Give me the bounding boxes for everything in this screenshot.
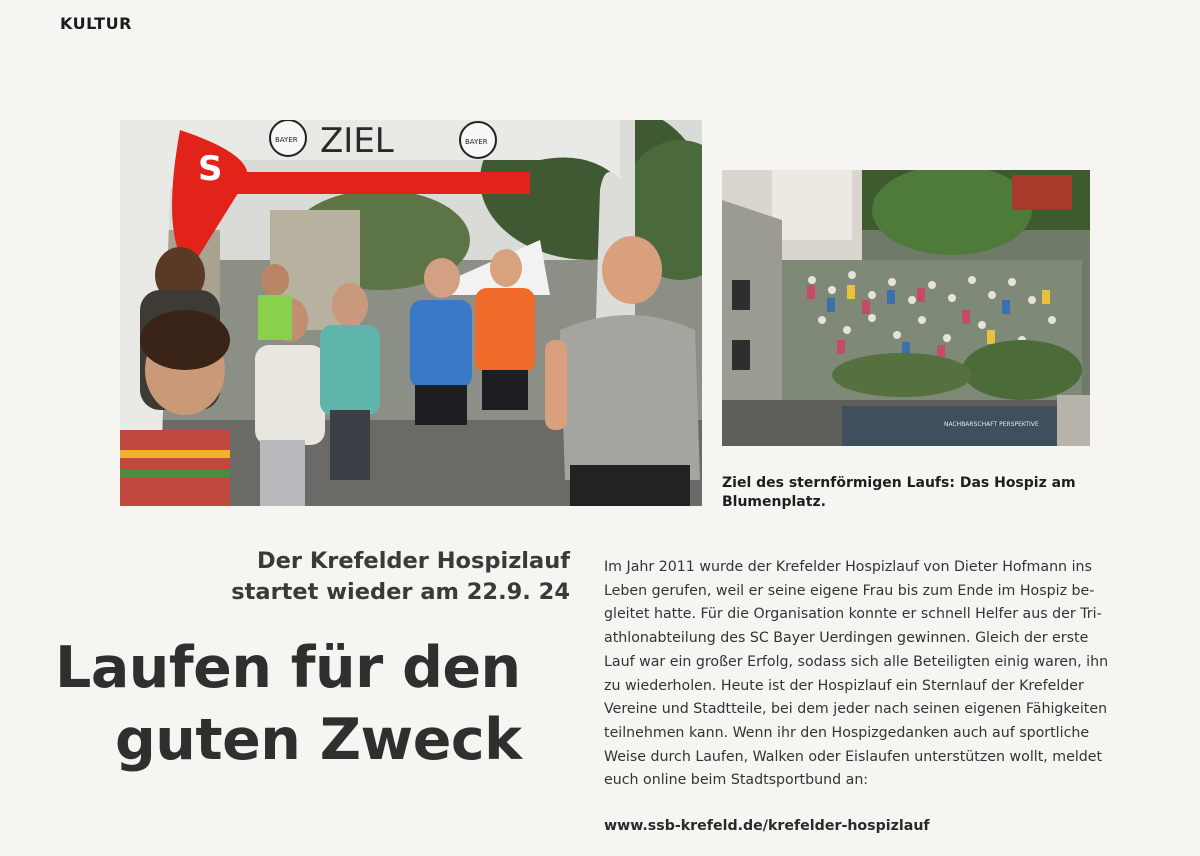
- headline-line: Laufen für den: [55, 635, 521, 701]
- bayer-logo-right: BAYER: [465, 138, 488, 146]
- registration-link[interactable]: www.ssb-krefeld.de/krefelder-hospizlauf: [604, 818, 930, 834]
- article-line: Lauf war ein großer Erfolg, sodass sich alle Beteiligten einig waren, ihn: [604, 653, 1109, 670]
- article-body: [604, 556, 1118, 793]
- garden-sign-text: NACHBARSCHAFT PERSPEKTIVE: [944, 421, 1039, 428]
- article-line: zu wiederholen. Heute ist der Hospizlauf ein Sternlauf der Krefelder: [604, 677, 1084, 694]
- kicker-line: Der Krefelder Hospizlauf: [256, 548, 570, 574]
- article-line: gleitet hatte. Für die Organisation konnte er schnell Helfer aus der Tri-: [604, 606, 1102, 623]
- article-line: athlonabteilung des SC Bayer Uerdingen gewinnen. Gleich der erste: [604, 630, 1089, 647]
- hospice-garden-photo: [722, 170, 1090, 446]
- kicker-subheadline: [150, 546, 570, 608]
- caption-line: Blumenplatz.: [722, 494, 826, 510]
- article-line: euch online beim Stadtsportbund an:: [604, 772, 869, 789]
- article-line: teilnehmen kann. Wenn ihr den Hospizgedanken auch auf sportliche: [604, 724, 1090, 741]
- headline: [55, 632, 615, 776]
- kicker-line: startet wieder am 22.9. 24: [231, 579, 570, 605]
- caption-line: Ziel des sternförmigen Laufs: Das Hospiz am: [722, 475, 1076, 491]
- headline-line: guten Zweck: [115, 707, 522, 773]
- article-line: Leben gerufen, weil er seine eigene Frau bis zum Ende im Hospiz be-: [604, 582, 1095, 599]
- section-label: KULTUR: [60, 14, 132, 33]
- photo-caption: [722, 474, 1102, 512]
- article-line: Im Jahr 2011 wurde der Krefelder Hospizlauf von Dieter Hofmann ins: [604, 559, 1092, 575]
- finish-line-photo: [120, 120, 702, 506]
- article-line: Weise durch Laufen, Walken oder Eislaufen unterstützen wollt, meldet: [604, 748, 1103, 765]
- ziel-arch-text: ZIEL: [320, 121, 394, 161]
- bayer-logo-left: BAYER: [275, 136, 298, 144]
- article-line: Vereine und Stadtteile, bei dem jeder nach seinen eigenen Fähigkeiten: [604, 701, 1108, 718]
- sparkasse-logo: S: [198, 149, 223, 189]
